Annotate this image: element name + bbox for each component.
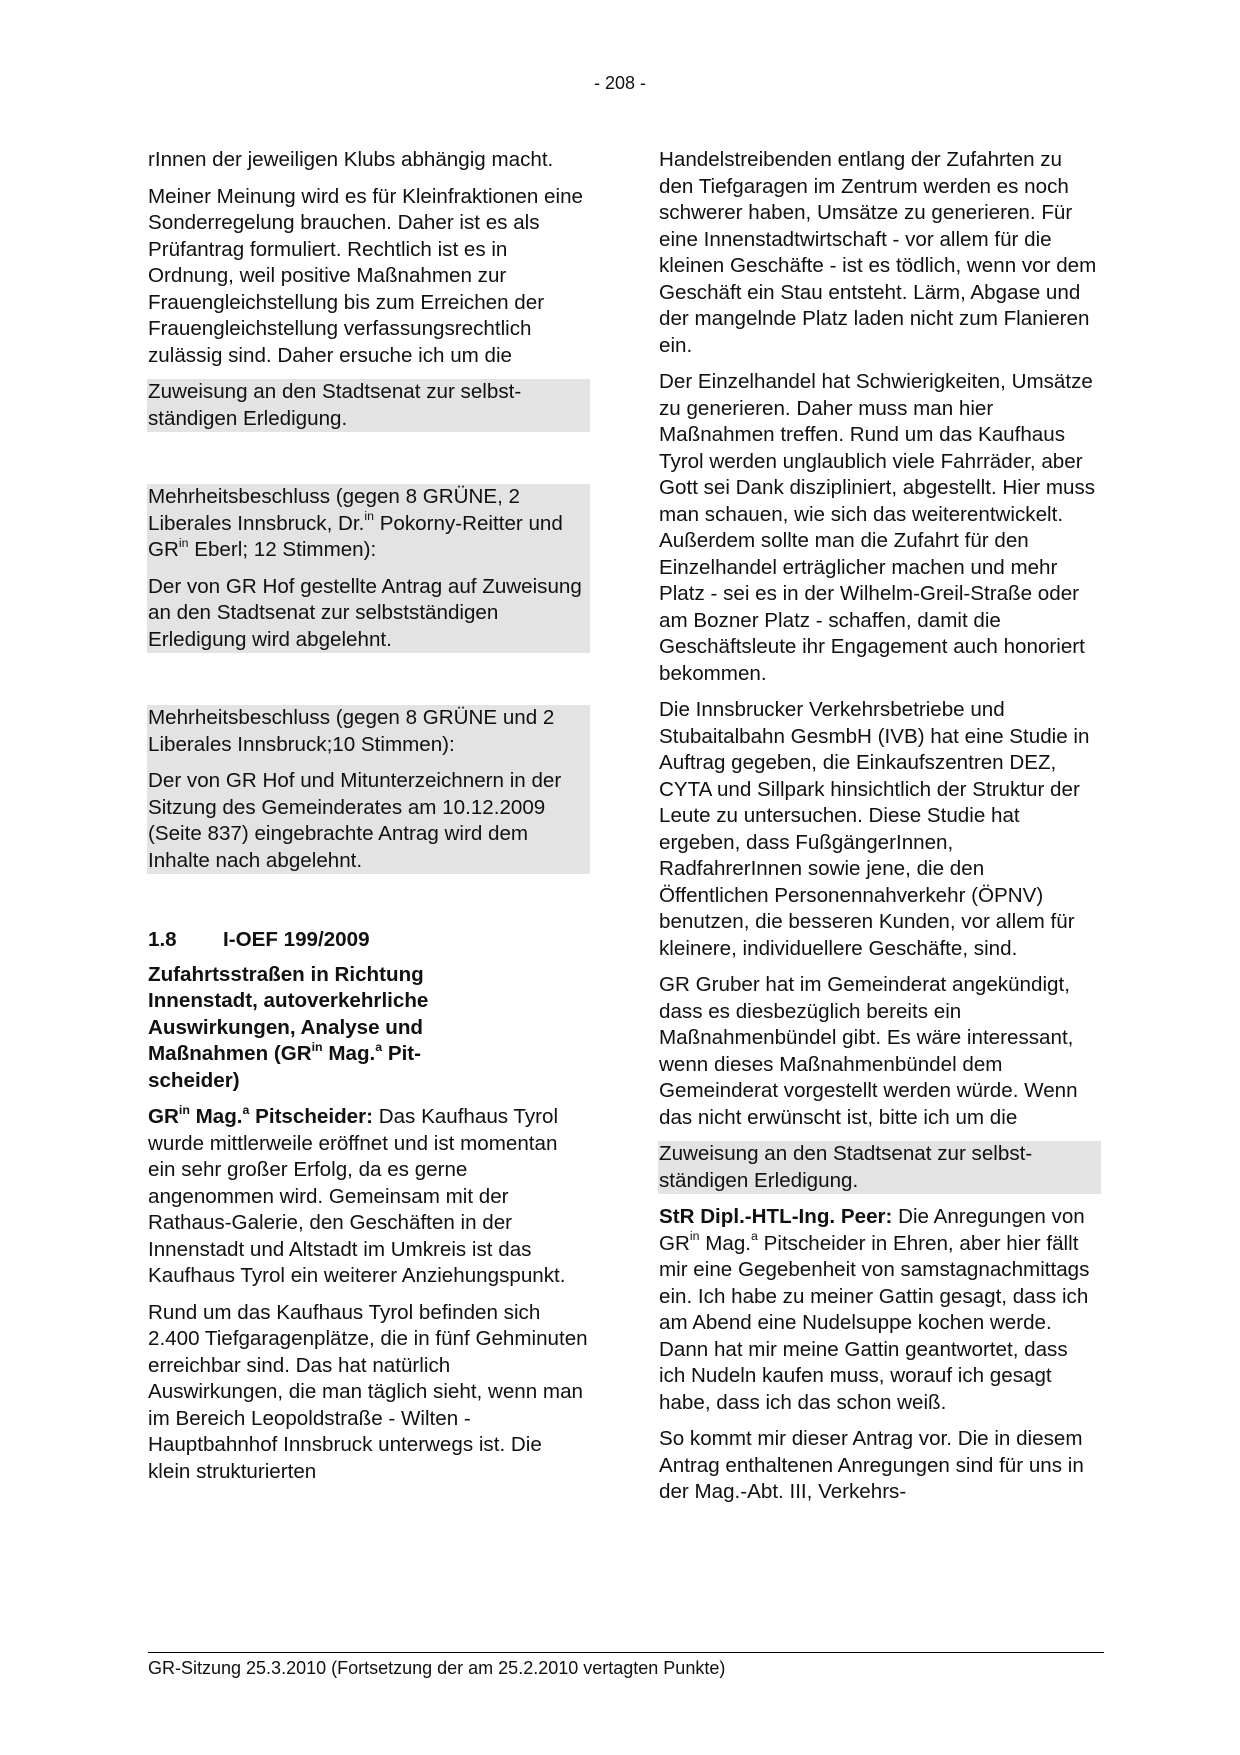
paragraph: GR Gruber hat im Gemeinderat angekündigt, dass es diesbezüglich bereits ein Maßnahmenbündel gibt. Es wäre interessant, wenn dieses Maßnahmenbündel dem Gemeinderat vorgestellt werden würde. Wenn das nicht erwünscht ist, bitte ich um die	[659, 973, 1078, 1129]
speech-paragraph: $GR^{in}$ Mag.$^a$ Pitscheider: Das Kaufhaus Tyrol wurde mittlerweile eröffnet und ist momentan ein sehr großer Erfolg, da es gerne angenommen wird. Gemeinsam mit der Rathaus-Galerie, den Geschäften in der Innenstadt und Altstadt im Umkreis ist das Kaufhaus Tyrol ein weiterer Anziehungspunkt.	[148, 1102, 566, 1287]
speaker-name: StR Dipl.-HTL-Ing. Peer:	[659, 1205, 893, 1228]
resolution-text: Der von GR Hof und Mitunterzeichnern in der Sitzung des Gemeinderates am 10.12.2009 (Seite 837) eingebrachte Antrag wird dem Inhalte nach abgelehnt.	[148, 769, 562, 872]
speaker-name: $GR^{in}$ Mag.$^a$ Pitscheider:	[148, 1102, 373, 1128]
paragraph: Meiner Meinung wird es für Kleinfraktionen eine Sonderregelung brauchen. Daher ist es als Prüfantrag formuliert. Rechtlich ist es in Ordnung, weil positive Maßnahmen zur Frauengleichstellung bis zum Erreichen der Frauengleichstellung verfassungsrechtlich zulässig sind. Daher ersuche ich um die	[148, 184, 583, 367]
right-column	[659, 147, 1099, 1516]
resolution-box	[147, 484, 590, 653]
paragraph: rInnen der jeweiligen Klubs abhängig macht.	[148, 148, 554, 171]
footer: GR-Sitzung 25.3.2010 (Fortsetzung der am 25.2.2010 vertagten Punkte)	[148, 1652, 1104, 1679]
motion-box	[147, 379, 590, 432]
resolution-vote: Mehrheitsbeschluss (gegen 8 GRÜNE, 2 Liberales Innsbruck, Dr.$^{in}$ Pokorny-Reitter und $GR^{in}$ Eberl; 12 Stimmen):	[148, 485, 563, 561]
paragraph: Rund um das Kaufhaus Tyrol befinden sich 2.400 Tiefgaragenplätze, die in fünf Gehminuten erreichbar sind. Das hat natürlich Auswirkungen, die man täglich sieht, wenn man im Bereich Leopoldstraße - Wilten - Hauptbahnhof Innsbruck unterwegs ist. Die klein strukturierten	[148, 1300, 588, 1483]
agenda-item-number: 1.8	[148, 928, 177, 951]
page-number: - 208 -	[593, 73, 647, 93]
motion-text: Zuweisung an den Stadtsenat zur selbstständigen Erledigung.	[148, 380, 522, 430]
left-column	[148, 147, 588, 1495]
paragraph: So kommt mir dieser Antrag vor. Die in diesem Antrag enthaltenen Anregungen sind für uns in der Mag.-Abt. III, Verkehrs-	[659, 1427, 1084, 1503]
agenda-item-heading	[148, 927, 588, 954]
resolution-text: Der von GR Hof gestellte Antrag auf Zuweisung an den Stadtsenat zur selbstständigen Erledigung wird abgelehnt.	[148, 574, 582, 651]
motion-text: Zuweisung an den Stadtsenat zur selbstständigen Erledigung.	[659, 1142, 1033, 1192]
paragraph: Der Einzelhandel hat Schwierigkeiten, Umsätze zu generieren. Daher muss man hier Maßnahmen treffen. Rund um das Kaufhaus Tyrol werden unglaublich viele Fahrräder, aber Gott sei Dank diszipliniert, abgestellt. Hier muss man schauen, wie sich das weiterentwickelt. Außerdem sollte man die Zufahrt für den Einzelhandel erträglicher machen und mehr Platz - sei es in der Wilhelm-Greil-Straße oder am Bozner Platz - schaffen, damit die Geschäftsleute ihr Engagement auch honoriert bekommen.	[659, 370, 1096, 685]
resolution-vote: Mehrheitsbeschluss (gegen 8 GRÜNE und 2 Liberales Innsbruck;10 Stimmen):	[148, 706, 555, 756]
paragraph: Die Innsbrucker Verkehrsbetriebe und Stubaitalbahn GesmbH (IVB) hat eine Studie in Auftrag gegeben, die Einkaufszentren DEZ, CYTA und Sillpark hinsichtlich der Struktur der Leute zu untersuchen. Diese Studie hat ergeben, dass FußgängerInnen, RadfahrerInnen sowie jene, die den Öffentlichen Personennahverkehr (ÖPNV) benutzen, die besseren Kunden, vor allem für kleinere, individuellere Geschäfte, sind.	[659, 698, 1090, 960]
agenda-item-code: I-OEF 199/2009	[223, 928, 370, 951]
speech-paragraph: StR Dipl.-HTL-Ing. Peer: Die Anregungen von $GR^{in}$ Mag.$^a$ Pitscheider in Ehren, aber hier fällt mir eine Gegebenheit von samstagnachmittags ein. Ich habe zu meiner Gattin gesagt, dass ich am Abend eine Nudelsuppe kochen werde. Dann hat mir meine Gattin geantwortet, dass ich Nudeln kaufen muss, worauf ich gesagt habe, dass ich das schon weiß.	[659, 1205, 1090, 1414]
motion-box	[658, 1141, 1101, 1194]
agenda-item-title: Zufahrtsstraßen in Richtung Innenstadt, autoverkehrliche Auswirkungen, Analyse und Maßnahmen ($GR^{in}$ Mag.$^a$ Pitscheider)	[148, 962, 429, 1092]
resolution-box	[147, 705, 590, 874]
paragraph: Handelstreibenden entlang der Zufahrten zu den Tiefgaragen im Zentrum werden es noch schwerer haben, Umsätze zu generieren. Für eine Innenstadtwirtschaft - vor allem für die kleinen Geschäfte - ist es tödlich, wenn vor dem Geschäft ein Stau entsteht. Lärm, Abgase und der mangelnde Platz laden nicht zum Flanieren ein.	[659, 148, 1097, 357]
